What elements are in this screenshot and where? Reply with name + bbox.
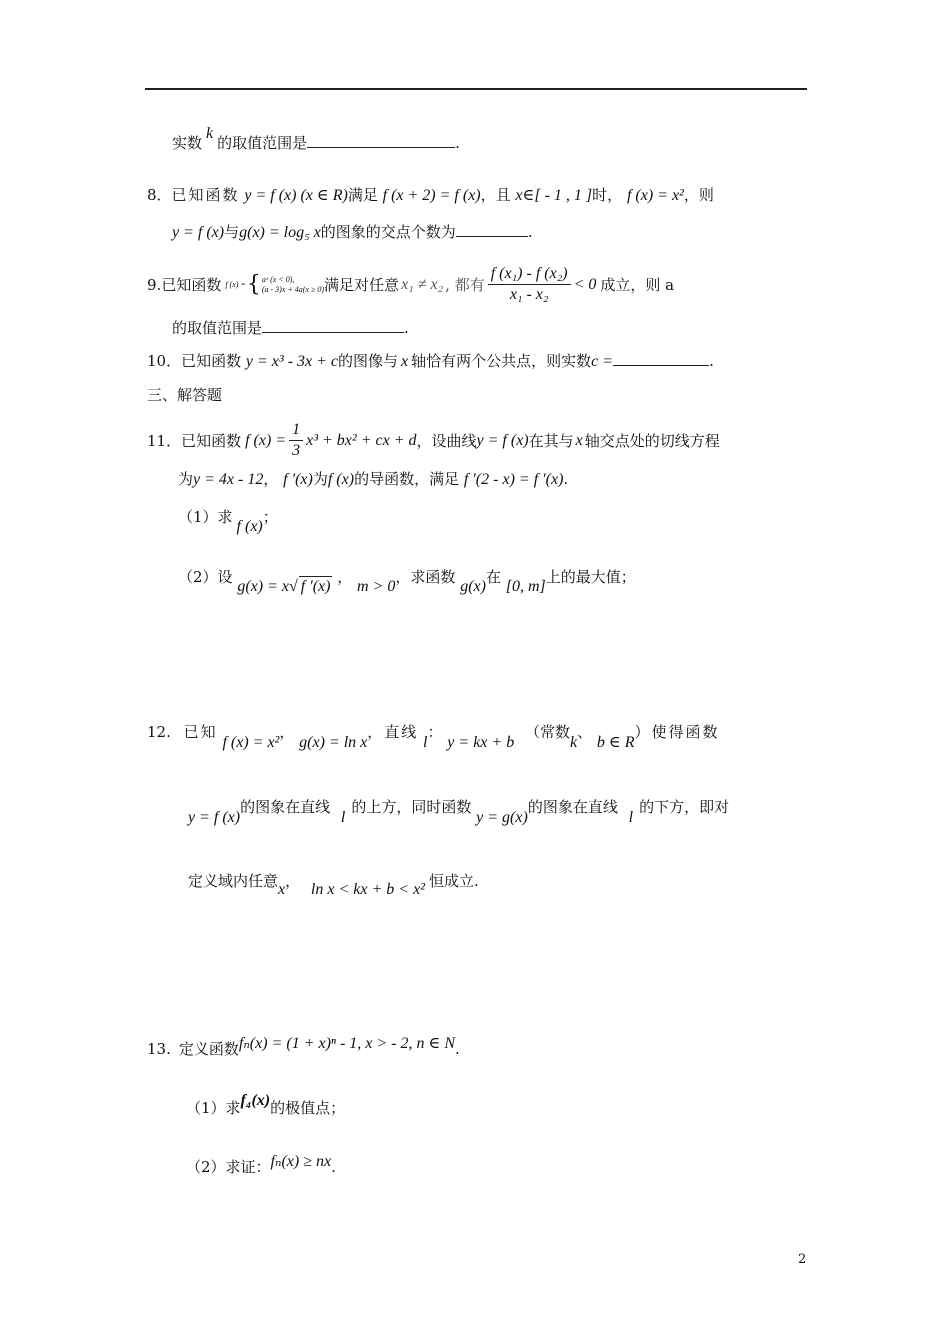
math: l bbox=[423, 734, 428, 751]
fraction: $\frac{\text{f (x₁) - f (x₂)}}{\text{x₁ - x₂}}$ bbox=[488, 264, 571, 305]
math: y = kx + b bbox=[447, 734, 515, 751]
question-9-line2: 的取值范围是 . bbox=[172, 319, 409, 337]
math: g(x) = ln x bbox=[299, 734, 368, 751]
question-13-part2: （2）求证：fₙ(x) ≥ nx. bbox=[186, 1153, 336, 1176]
math: f ′(2 - x) = f ′(x) bbox=[463, 471, 564, 488]
math: fₙ(x) ≥ nx bbox=[270, 1153, 332, 1170]
math: [0, m] bbox=[505, 578, 546, 595]
question-10: 10．已知函数 y = x³ - 3x + c的图像与 x 轴恰有两个公共点，则实数c = . bbox=[147, 352, 714, 370]
math: x³ + bx² + cx + d bbox=[306, 431, 417, 449]
question-8-line2: y = f (x)与g(x) = log₅ x的图象的交点个数为 . bbox=[172, 223, 533, 241]
question-12-line3: 定义域内任意x， ln x < kx + b < x² 恒成立. bbox=[188, 872, 479, 898]
math: y = f (x) bbox=[172, 224, 225, 241]
math: y = 4x - 12 bbox=[193, 471, 264, 488]
header-rule bbox=[145, 88, 807, 90]
q7-tail: 实数k的取值范围是 . bbox=[172, 125, 460, 152]
math: l bbox=[340, 809, 346, 826]
piecewise-function: f (x) = { aˣ (x < 0), (a - 3)x + 4a(x ≥ 0) bbox=[225, 271, 325, 297]
math: < 0 bbox=[573, 275, 597, 293]
math: y = f (x) (x ∈ R) bbox=[244, 187, 348, 204]
math: f (x) = bbox=[245, 431, 287, 449]
math: x bbox=[278, 881, 286, 898]
section-heading: 三、解答题 bbox=[147, 386, 223, 404]
math: m > 0 bbox=[357, 578, 396, 595]
math: x bbox=[401, 353, 409, 370]
question-13: 13. 定义函数fₙ(x) = (1 + x)ⁿ - 1, x > - 2, n ∈ N. bbox=[147, 1035, 460, 1058]
question-8-line1: 8．已知函数 y = f (x) (x ∈ R)满足 f (x + 2) = f (x)，且 x∈[ - 1 , 1 ]时， f (x) = x²，则 bbox=[147, 186, 714, 204]
answer-blank bbox=[456, 222, 528, 237]
math: k bbox=[570, 734, 578, 751]
math: f ′(x) bbox=[283, 471, 313, 488]
question-11-part2: （2）设 g(x) = x√ f ′(x) ， m > 0，求函数 g(x)在 [0, m]上的最大值； bbox=[178, 568, 636, 595]
math: g(x) = x bbox=[237, 578, 289, 595]
page-number: 2 bbox=[798, 1252, 807, 1267]
math: f (x) = x² bbox=[626, 187, 684, 204]
math: y = f (x) bbox=[476, 431, 529, 449]
math: y = x³ - 3x + c bbox=[245, 353, 339, 370]
question-12-line1: 12. 已知 f (x) = x²， g(x) = ln x，直线 l： y = kx + b （常数k、 b ∈ R）使得函数 bbox=[147, 723, 720, 751]
math: y = g(x) bbox=[476, 809, 528, 826]
math: ln x < kx + b < x² bbox=[310, 881, 425, 898]
math: x bbox=[575, 431, 583, 449]
math: g(x) = log₅ x bbox=[239, 224, 321, 241]
math: y = f (x) bbox=[188, 809, 241, 826]
math: x∈[ - 1 , 1 ] bbox=[515, 187, 593, 204]
math: c = bbox=[591, 353, 614, 370]
fraction: $\frac{1}{3}$ bbox=[289, 420, 303, 461]
math: f (x) bbox=[236, 518, 263, 535]
math-k: k bbox=[206, 125, 214, 142]
answer-blank bbox=[307, 133, 455, 148]
question-9-line1: 9. 已知函数 f (x) = { aˣ (x < 0), (a - 3)x + 4a(x ≥ 0) 满足对任意 x₁ ≠ x₂ , 都有 $\frac{\text{f (x₁) - f (x₂)}}{\text{x₁ - x₂}}$ < 0 成立，则 a bbox=[147, 265, 675, 303]
math: f (x) = x² bbox=[222, 734, 280, 751]
question-12-line2: y = f (x)的图象在直线 l的上方，同时函数 y = g(x)的图象在直线 l的下方，即对 bbox=[188, 798, 730, 826]
math: f ′(x) bbox=[300, 578, 331, 595]
math: f (x) bbox=[327, 471, 355, 488]
question-11-line2: 为y = 4x - 12， f ′(x)为f (x)的导函数，满足 f ′(2 - x) = f ′(x). bbox=[178, 470, 569, 488]
sqrt-symbol: √ bbox=[288, 578, 298, 595]
math: g(x) bbox=[460, 578, 486, 595]
question-13-part1: （1）求f₄(x)的极值点； bbox=[186, 1092, 346, 1117]
math: fₙ(x) = (1 + x)ⁿ - 1, x > - 2, n ∈ N bbox=[238, 1035, 456, 1052]
answer-blank bbox=[613, 351, 709, 366]
math: b ∈ R bbox=[596, 734, 635, 751]
answer-blank bbox=[262, 318, 404, 333]
math: x₁ ≠ x₂ bbox=[401, 275, 444, 293]
math: l bbox=[628, 809, 634, 826]
math: f₄(x) bbox=[240, 1092, 271, 1109]
question-11-part1: （1）求f (x)； bbox=[178, 508, 278, 535]
math: f (x + 2) = f (x) bbox=[382, 187, 481, 204]
question-11-line1: 11． 已知函数 f (x) = $\frac{1}{3}$ x³ + bx² + cx + d ，设曲线 y = f (x) 在其与 x 轴交点处的切线方程 bbox=[147, 421, 720, 459]
